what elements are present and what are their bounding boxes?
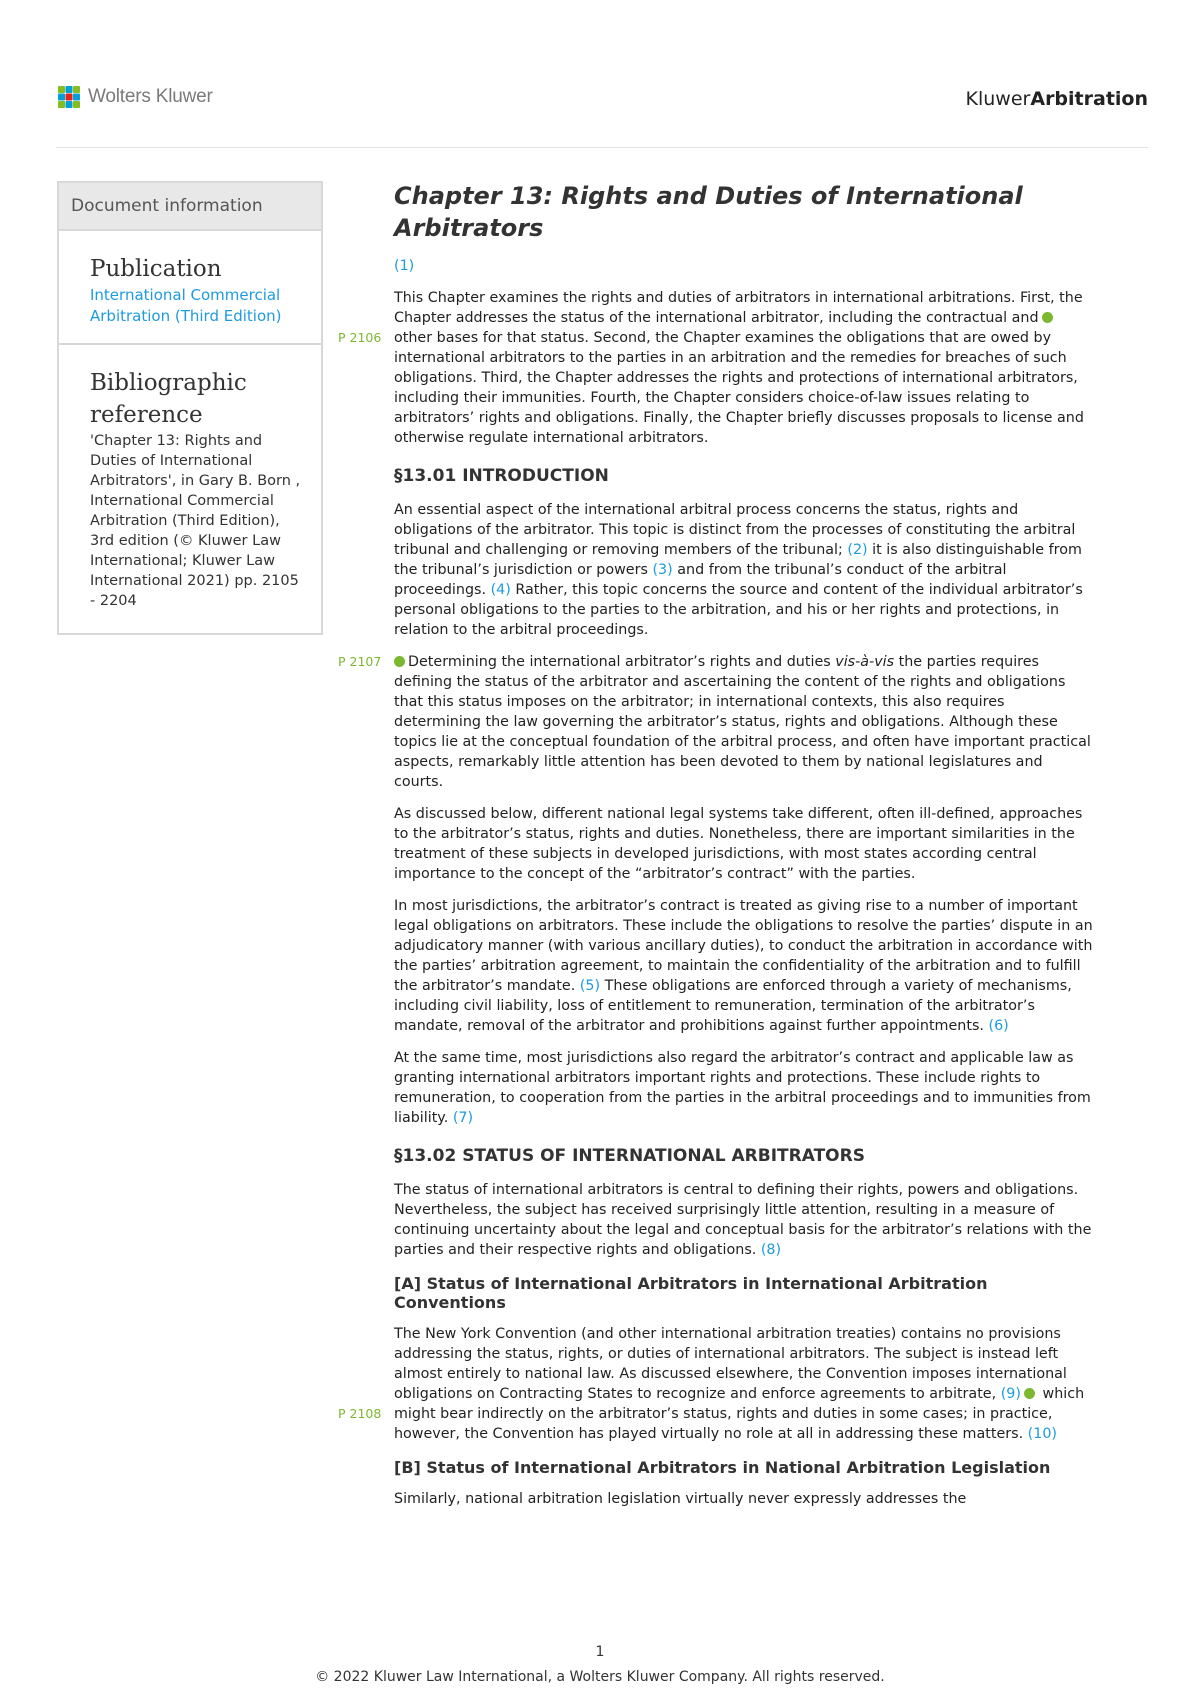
page-break-dot-icon xyxy=(1042,312,1053,323)
footnote-link-9[interactable]: (9) xyxy=(1000,1386,1021,1402)
page-marker-2106: P 2106 xyxy=(338,330,382,345)
chapter-title: Chapter 13: Rights and Duties of International Arbitrators xyxy=(394,182,1023,242)
paragraph-2-text-b: it is also distinguishable from the tribunal’s jurisdiction or powers xyxy=(394,542,1082,578)
footnote-link-3[interactable]: (3) xyxy=(652,562,673,578)
main-content xyxy=(338,180,1094,1521)
wolters-kluwer-logo-icon xyxy=(56,84,82,110)
footnote-link-10[interactable]: (10) xyxy=(1027,1426,1058,1442)
footnote-link-7[interactable]: (7) xyxy=(452,1110,474,1126)
section-13-01-heading: §13.01 INTRODUCTION xyxy=(394,466,609,486)
paragraph-1-text-a: This Chapter examines the rights and duties of arbitrators in international arbitrations. First, the Chapter addresses the status of the international arbitrator, including the contractual and xyxy=(394,290,1083,326)
paragraph-6-text-a: At the same time, most jurisdictions also regard the arbitrator’s contract and applicable law as granting international arbitrators important rights and protections. These include rights to remuneration, to cooperation from the parties in the arbitral proceedings and to immunities from liability. xyxy=(394,1050,1091,1126)
copyright-notice: © 2022 Kluwer Law International, a Wolters Kluwer Company. All rights reserved. xyxy=(315,1669,885,1685)
brand-light: Kluwer xyxy=(965,88,1031,110)
paragraph-5-text-b: These obligations are enforced through a variety of mechanisms, including civil liability, loss of entitlement to remuneration, termination of the arbitrator’s mandate, removal of the arbitrator and prohibitions against further appointments. xyxy=(394,978,1072,1034)
paragraph-3-italic: vis-à-vis xyxy=(835,654,895,670)
paragraph-2-text-d: Rather, this topic concerns the source and content of the individual arbitrator’s personal obligations to the parties to the arbitration, and his or her rights and protections, in relation to the arbitral proceedings. xyxy=(394,582,1083,638)
section-13-02-heading: §13.02 STATUS OF INTERNATIONAL ARBITRATORS xyxy=(394,1146,865,1166)
paragraph-7-text-a: The status of international arbitrators is central to defining their rights, powers and obligations. Nevertheless, the subject has received surprisingly little attention, resulting in a measure of continuing uncertainty about the legal and conceptual basis for the arbitrator’s relations with the parties and their respective rights and obligations. xyxy=(394,1182,1092,1258)
document-information-panel xyxy=(57,181,323,635)
page-marker-2108: P 2108 xyxy=(338,1406,382,1421)
footnote-link-2[interactable]: (2) xyxy=(847,542,868,558)
publication-title: Publication xyxy=(90,256,222,282)
paragraph-9: Similarly, national arbitration legislation virtually never expressly addresses the xyxy=(394,1491,967,1507)
publication-section xyxy=(59,231,321,345)
brand-bold: Arbitration xyxy=(1030,88,1148,110)
page-break-dot-icon xyxy=(394,656,405,667)
paragraph-1 xyxy=(338,288,1094,448)
bibliographic-section xyxy=(59,345,321,633)
paragraph-3-text-b: the parties requires defining the status of the arbitrator and ascertaining the content of the rights and obligations that this status imposes on the arbitrator; in international contexts, this also requires determining the law governing the arbitrator’s status, rights and obligations. Although these topics lie at the conceptual foundation of the arbitral process, and often have important practical aspects, remarkably little attention has been devoted to them by national legislatures and courts. xyxy=(394,654,1091,790)
paragraph-3-text-a: Determining the international arbitrator’s rights and duties xyxy=(408,654,836,670)
paragraph-8-text-b: which might bear indirectly on the arbitrator’s status, rights and duties in some cases; in practice, however, the Convention has played virtually no role at all in addressing these matters. xyxy=(394,1386,1085,1442)
footnote-link-8[interactable]: (8) xyxy=(760,1242,782,1258)
paragraph-4: As discussed below, different national legal systems take different, often ill-defined, approaches to the arbitrator’s status, rights and duties. Nonetheless, there are important similarities in the treatment of these subjects in developed jurisdictions, with most states according central importance to the concept of the “arbitrator’s contract” with the parties. xyxy=(394,806,1083,882)
page-break-dot-icon xyxy=(1024,1388,1035,1399)
paragraph-2 xyxy=(394,500,1094,640)
footnote-link-6[interactable]: (6) xyxy=(988,1018,1009,1034)
bibliographic-text: 'Chapter 13: Rights and Duties of International Arbitrators', in Gary B. Born , International Commercial Arbitration (Third Edition), 3rd edition (© Kluwer Law International; Kluwer Law International 2021) pp. 2105 - 2204 xyxy=(90,433,301,609)
page-number: 1 xyxy=(595,1644,605,1660)
kluwer-arbitration-brand[interactable] xyxy=(966,88,1148,110)
publication-link[interactable]: International Commercial Arbitration (Third Edition) xyxy=(90,286,282,325)
wolters-kluwer-logo[interactable] xyxy=(56,84,213,110)
document-information-heading: Document information xyxy=(59,183,321,231)
footnote-link-5[interactable]: (5) xyxy=(579,978,601,994)
paragraph-1-text-b: other bases for that status. Second, the Chapter examines the obligations that are owed by international arbitrators to the parties in an arbitration and the remedies for breaches of such obligations. Third, the Chapter addresses the rights and protections of international arbitrators, including their immunities. Fourth, the Chapter considers choice-of-law issues relating to arbitrators’ rights and obligations. Finally, the Chapter briefly discusses proposals to license and otherwise regulate international arbitrators. xyxy=(394,330,1084,446)
header-divider xyxy=(56,147,1148,148)
paragraph-5-text-a: In most jurisdictions, the arbitrator’s contract is treated as giving rise to a number of important legal obligations on arbitrators. These include the obligations to resolve the parties’ dispute in an adjudicatory manner (with various ancillary duties), to conduct the arbitration in accordance with the parties’ arbitration agreement, to maintain the confidentiality of the arbitration and to fulfill the arbitrator’s mandate. xyxy=(394,898,1093,994)
footnote-link-4[interactable]: (4) xyxy=(490,582,511,598)
paragraph-6 xyxy=(394,1048,1094,1128)
footnote-link-1[interactable]: (1) xyxy=(394,258,415,274)
subsection-b-heading: [B] Status of International Arbitrators in National Arbitration Legislation xyxy=(394,1458,1051,1477)
paragraph-3 xyxy=(338,652,1094,792)
footnote-1-para xyxy=(394,256,1094,276)
paragraph-7 xyxy=(394,1180,1094,1260)
paragraph-2-text-c: and from the tribunal’s conduct of the arbitral proceedings. xyxy=(394,562,1007,598)
paragraph-8 xyxy=(338,1324,1094,1444)
logo-text: Wolters Kluwer xyxy=(88,86,213,107)
paragraph-8-text-a: The New York Convention (and other international arbitration treaties) contains no provisions addressing the status, rights, or duties of international arbitrators. The subject is instead left almost entirely to national law. As discussed elsewhere, the Convention imposes international obligations on Contracting States to recognize and enforce agreements to arbitrate, xyxy=(394,1326,1067,1402)
page-header xyxy=(56,78,1148,118)
page-marker-2107: P 2107 xyxy=(338,654,382,669)
paragraph-2-text-a: An essential aspect of the international arbitral process concerns the status, rights and obligations of the arbitrator. This topic is distinct from the processes of constituting the arbitral tribunal and challenging or removing members of the tribunal; xyxy=(394,502,1076,558)
bibliographic-title: Bibliographic reference xyxy=(90,370,247,428)
subsection-a-heading: [A] Status of International Arbitrators in International Arbitration Conventions xyxy=(394,1274,988,1312)
paragraph-5 xyxy=(394,896,1094,1036)
